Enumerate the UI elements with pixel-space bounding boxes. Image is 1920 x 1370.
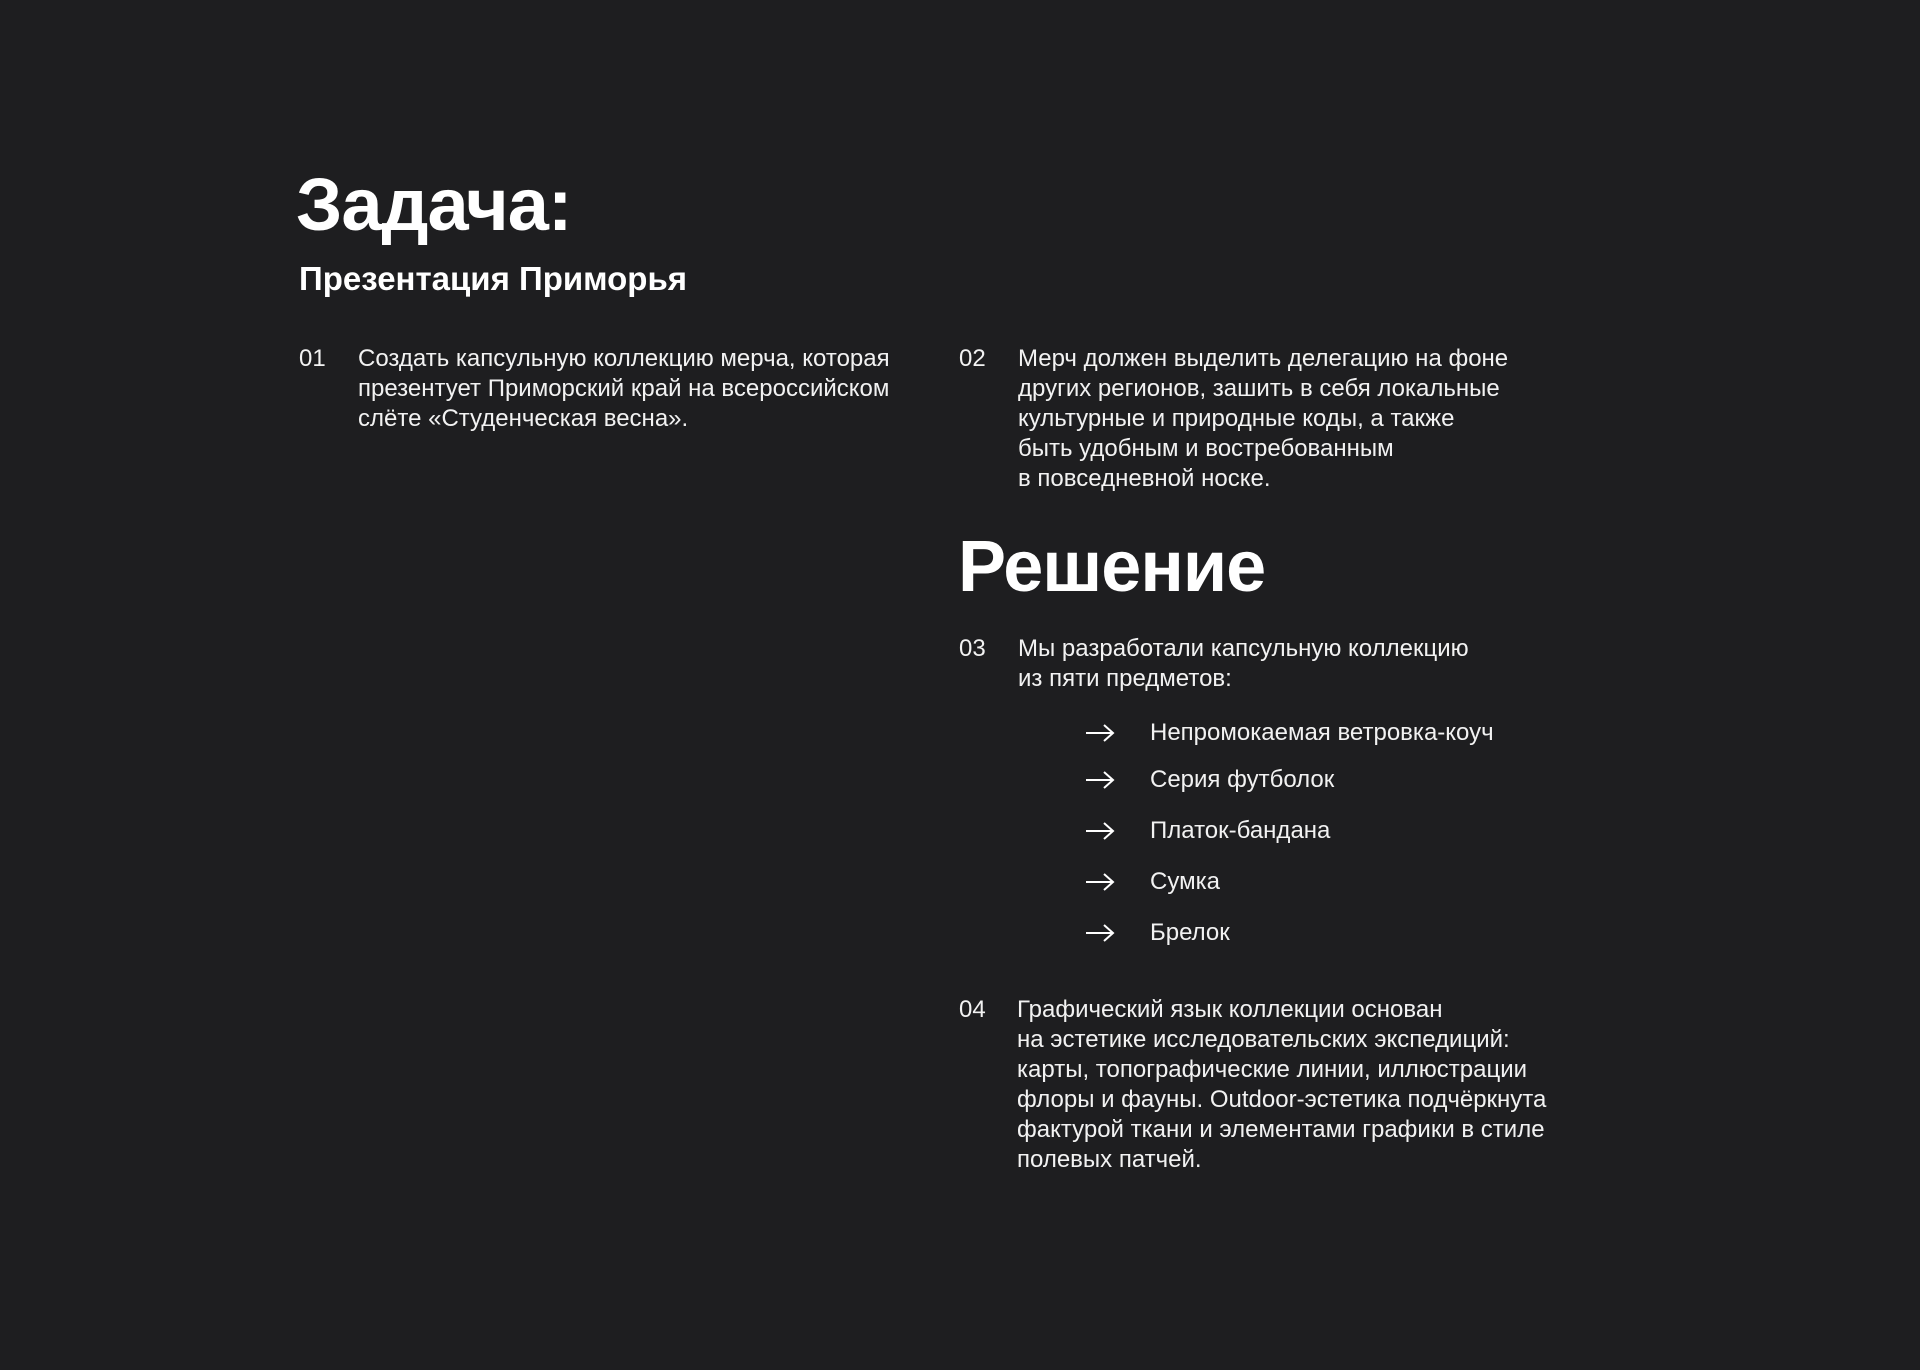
- item-number: 01: [299, 345, 326, 372]
- item-line: из пяти предметов:: [1018, 665, 1232, 692]
- item-line: карты, топографические линии, иллюстрации: [1017, 1056, 1528, 1083]
- product-label: Непромокаемая ветровка-коуч: [1150, 719, 1494, 746]
- product-label: Брелок: [1150, 919, 1230, 946]
- item-text: [1018, 344, 1508, 494]
- item-number: 03: [959, 635, 986, 662]
- item-line: флоры и фауны. Outdoor-эстетика подчёркнута: [1017, 1086, 1547, 1113]
- item-line: презентует Приморский край на всероссийском: [358, 375, 890, 402]
- item-line: полевых патчей.: [1017, 1146, 1202, 1173]
- item-line: Мы разработали капсульную коллекцию: [1018, 635, 1469, 662]
- product-label: Сумка: [1150, 868, 1220, 895]
- product-list-item: [1084, 716, 1494, 750]
- product-list-item: [1084, 763, 1335, 797]
- item-line: культурные и природные коды, а также: [1018, 405, 1455, 432]
- task-subtitle: Презентация Приморья: [299, 260, 687, 297]
- arrow-right-icon: [1084, 865, 1116, 899]
- task-title: Задача:: [296, 163, 572, 246]
- product-list-item: [1084, 814, 1331, 848]
- item-text: [1017, 995, 1546, 1175]
- product-label: Платок-бандана: [1150, 817, 1331, 844]
- item-number: 02: [959, 345, 986, 372]
- arrow-right-icon: [1084, 814, 1116, 848]
- item-line: фактурой ткани и элементами графики в стиле: [1017, 1116, 1545, 1143]
- solution-title: Решение: [958, 527, 1266, 607]
- arrow-right-icon: [1084, 916, 1116, 950]
- item-line: слёте «Студенческая весна».: [358, 405, 689, 432]
- arrow-right-icon: [1084, 716, 1116, 750]
- item-number: 04: [959, 996, 986, 1023]
- item-line: других регионов, зашить в себя локальные: [1018, 375, 1500, 402]
- item-line: на эстетике исследовательских экспедиций:: [1017, 1026, 1510, 1053]
- product-list-item: [1084, 916, 1230, 950]
- item-line: в повседневной носке.: [1018, 465, 1271, 492]
- product-label: Серия футболок: [1150, 766, 1335, 793]
- item-text: [358, 344, 890, 434]
- item-line: Мерч должен выделить делегацию на фоне: [1018, 345, 1509, 372]
- item-text: [1018, 634, 1469, 694]
- arrow-right-icon: [1084, 763, 1116, 797]
- product-list-item: [1084, 865, 1220, 899]
- item-line: Графический язык коллекции основан: [1017, 996, 1443, 1023]
- item-line: быть удобным и востребованным: [1018, 435, 1394, 462]
- item-line: Создать капсульную коллекцию мерча, которая: [358, 345, 890, 372]
